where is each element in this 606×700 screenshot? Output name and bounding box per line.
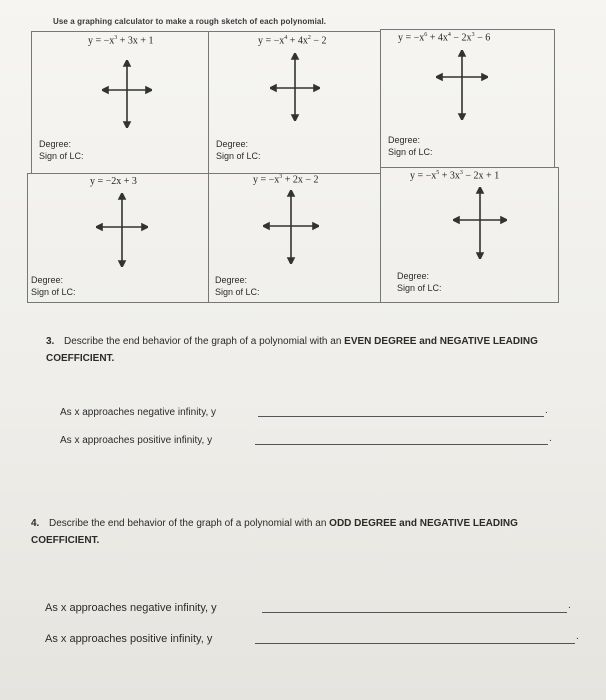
- exponent: 2: [307, 35, 311, 41]
- axes-1: [102, 60, 152, 128]
- sign-lc-label: Sign of LC:: [215, 287, 260, 297]
- cell-1-labels: [39, 138, 84, 162]
- equation-term: − 2x: [450, 32, 472, 44]
- equation-term: + 4x: [427, 32, 448, 44]
- equation-term: + 2x − 2: [282, 174, 319, 186]
- exponent: 5: [436, 170, 440, 176]
- cell-2-labels: [216, 138, 261, 162]
- equation-6: [410, 170, 499, 181]
- equation-text: y = −x: [258, 35, 285, 47]
- exponent: 3: [279, 174, 283, 180]
- degree-label: Degree:: [216, 139, 249, 149]
- equation-3: [398, 32, 490, 43]
- cell-6-labels: [397, 270, 442, 294]
- sign-lc-label: Sign of LC:: [397, 283, 442, 293]
- equation-text: y = −x: [88, 35, 115, 47]
- equation-term: + 4x: [287, 35, 308, 47]
- equation-term: + 3x + 1: [117, 35, 154, 47]
- cell-3-labels: [388, 134, 433, 158]
- degree-label: Degree:: [39, 139, 72, 149]
- equation-term: − 6: [474, 32, 491, 44]
- degree-label: Degree:: [215, 275, 248, 285]
- exponent: 3: [471, 32, 475, 38]
- equation-text: y = −x: [410, 170, 437, 182]
- question-3: [46, 333, 566, 367]
- question-number: 3.: [46, 336, 55, 347]
- exponent: 3: [114, 35, 118, 41]
- sign-lc-label: Sign of LC:: [31, 287, 76, 297]
- sign-lc-label: Sign of LC:: [216, 151, 261, 161]
- equation-5: [253, 174, 319, 185]
- end-period: .: [545, 405, 548, 416]
- exponent: 4: [447, 32, 451, 38]
- axes-6: [453, 187, 507, 259]
- q3-negative-infinity-text: As x approaches negative infinity, y: [60, 407, 217, 418]
- q4-positive-infinity-text: As x approaches positive infinity, y: [45, 633, 213, 645]
- question-4: [31, 515, 586, 549]
- question-text: Describe the end behavior of the graph of a polynomial with an: [64, 336, 345, 347]
- equation-term: − 2x + 1: [462, 170, 500, 182]
- question-bold-text: EVEN DEGREE and NEGATIVE LEADING COEFFICIENT.: [46, 336, 538, 364]
- equation-term: + 3x: [439, 170, 460, 182]
- axes-3: [436, 50, 488, 120]
- equation-term: − 2: [310, 35, 327, 47]
- end-period: .: [568, 600, 571, 611]
- q4-negative-answer-line[interactable]: [262, 612, 567, 613]
- cell-5-labels: [215, 274, 260, 298]
- instructions: Use a graphing calculator to make a rough sketch of each polynomial.: [53, 17, 327, 26]
- axes-5: [263, 190, 319, 264]
- question-text: Describe the end behavior of the graph of a polynomial with an: [49, 518, 330, 529]
- cell-4-labels: [31, 274, 76, 298]
- equation-text: y = −x: [398, 32, 425, 44]
- equation-2: [258, 35, 327, 46]
- exponent: 6: [424, 32, 428, 38]
- end-period: .: [576, 631, 579, 642]
- equation-1: [88, 35, 154, 46]
- question-bold-text: ODD DEGREE and NEGATIVE LEADING COEFFICIENT.: [31, 518, 518, 546]
- equation-text: y = −x: [253, 174, 280, 186]
- q3-positive-answer-line[interactable]: [255, 444, 548, 445]
- equation-4: [90, 176, 137, 187]
- q3-positive-infinity-text: As x approaches positive infinity, y: [60, 435, 213, 446]
- axes-2: [270, 53, 320, 121]
- q4-positive-answer-line[interactable]: [255, 643, 575, 644]
- degree-label: Degree:: [388, 135, 421, 145]
- equation-text: y = −2x + 3: [90, 176, 137, 187]
- q4-negative-infinity-text: As x approaches negative infinity, y: [45, 602, 217, 614]
- sign-lc-label: Sign of LC:: [388, 147, 433, 157]
- end-period: .: [549, 433, 552, 444]
- exponent: 3: [459, 170, 463, 176]
- axes-4: [96, 193, 148, 267]
- exponent: 4: [284, 35, 288, 41]
- degree-label: Degree:: [31, 275, 64, 285]
- degree-label: Degree:: [397, 271, 430, 281]
- q3-negative-answer-line[interactable]: [258, 416, 544, 417]
- sign-lc-label: Sign of LC:: [39, 151, 84, 161]
- question-number: 4.: [31, 518, 40, 529]
